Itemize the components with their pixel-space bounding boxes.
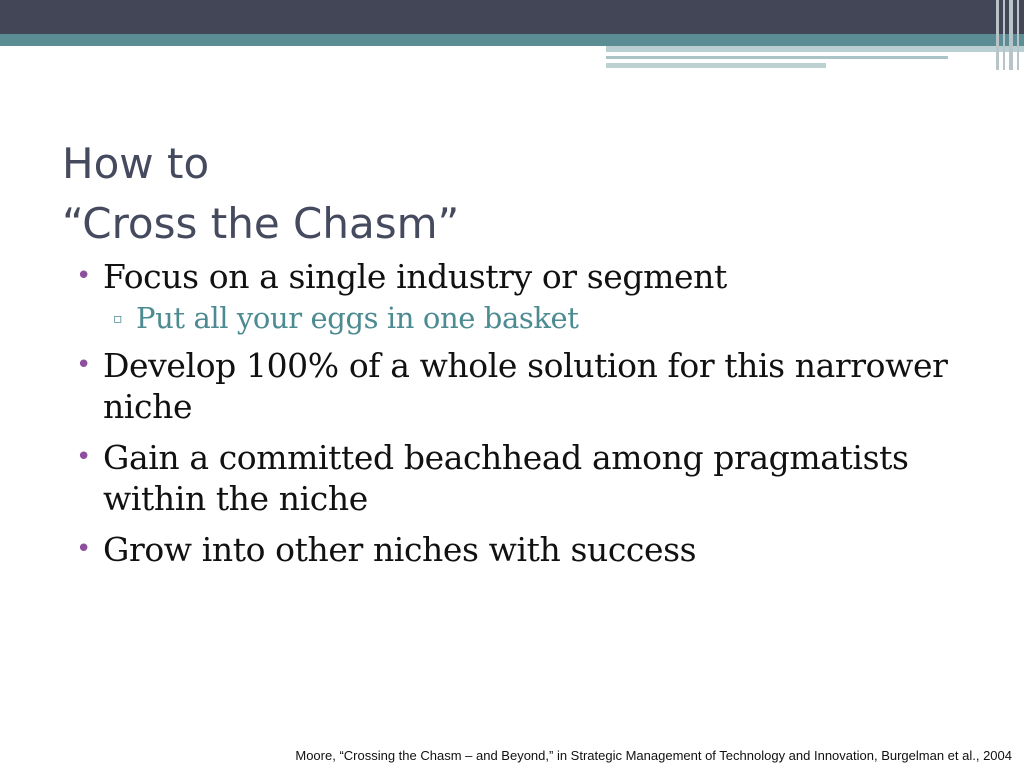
sub-bullet-item — [76, 299, 996, 337]
title-line: How to — [62, 139, 210, 188]
sub-bullet-square-icon: ▫ — [113, 311, 123, 327]
header-thin-stripe — [606, 63, 826, 68]
slide-title — [62, 134, 459, 254]
header-band-dark — [0, 0, 1024, 34]
header-band-light — [606, 46, 1024, 52]
header-white-stripe — [0, 46, 606, 50]
bullet-item — [76, 345, 996, 427]
header-band-teal — [0, 34, 1024, 46]
sub-bullet-text: Put all your eggs in one basket — [136, 301, 579, 335]
bullet-text: Focus on a single industry or segment — [103, 257, 727, 296]
bullet-item — [76, 256, 996, 297]
header-vertical-lines — [994, 0, 1024, 70]
bullet-text: Develop 100% of a whole solution for this narrower niche — [103, 346, 948, 426]
bullet-item — [76, 437, 996, 519]
bullet-dot-icon: • — [76, 442, 91, 472]
bullet-text: Grow into other niches with success — [103, 530, 697, 569]
header-thin-stripe — [606, 56, 948, 59]
citation: Moore, “Crossing the Chasm – and Beyond,” in Strategic Management of Technology and Innovation, Burgelman et al., 2004 — [295, 748, 1012, 763]
bullet-dot-icon: • — [76, 534, 91, 564]
bullet-dot-icon: • — [76, 350, 91, 380]
bullet-dot-icon: • — [76, 261, 91, 291]
bullet-item — [76, 529, 996, 570]
bullet-list — [76, 256, 996, 580]
title-line: “Cross the Chasm” — [62, 199, 460, 248]
bullet-text: Gain a committed beachhead among pragmatists within the niche — [103, 438, 909, 518]
